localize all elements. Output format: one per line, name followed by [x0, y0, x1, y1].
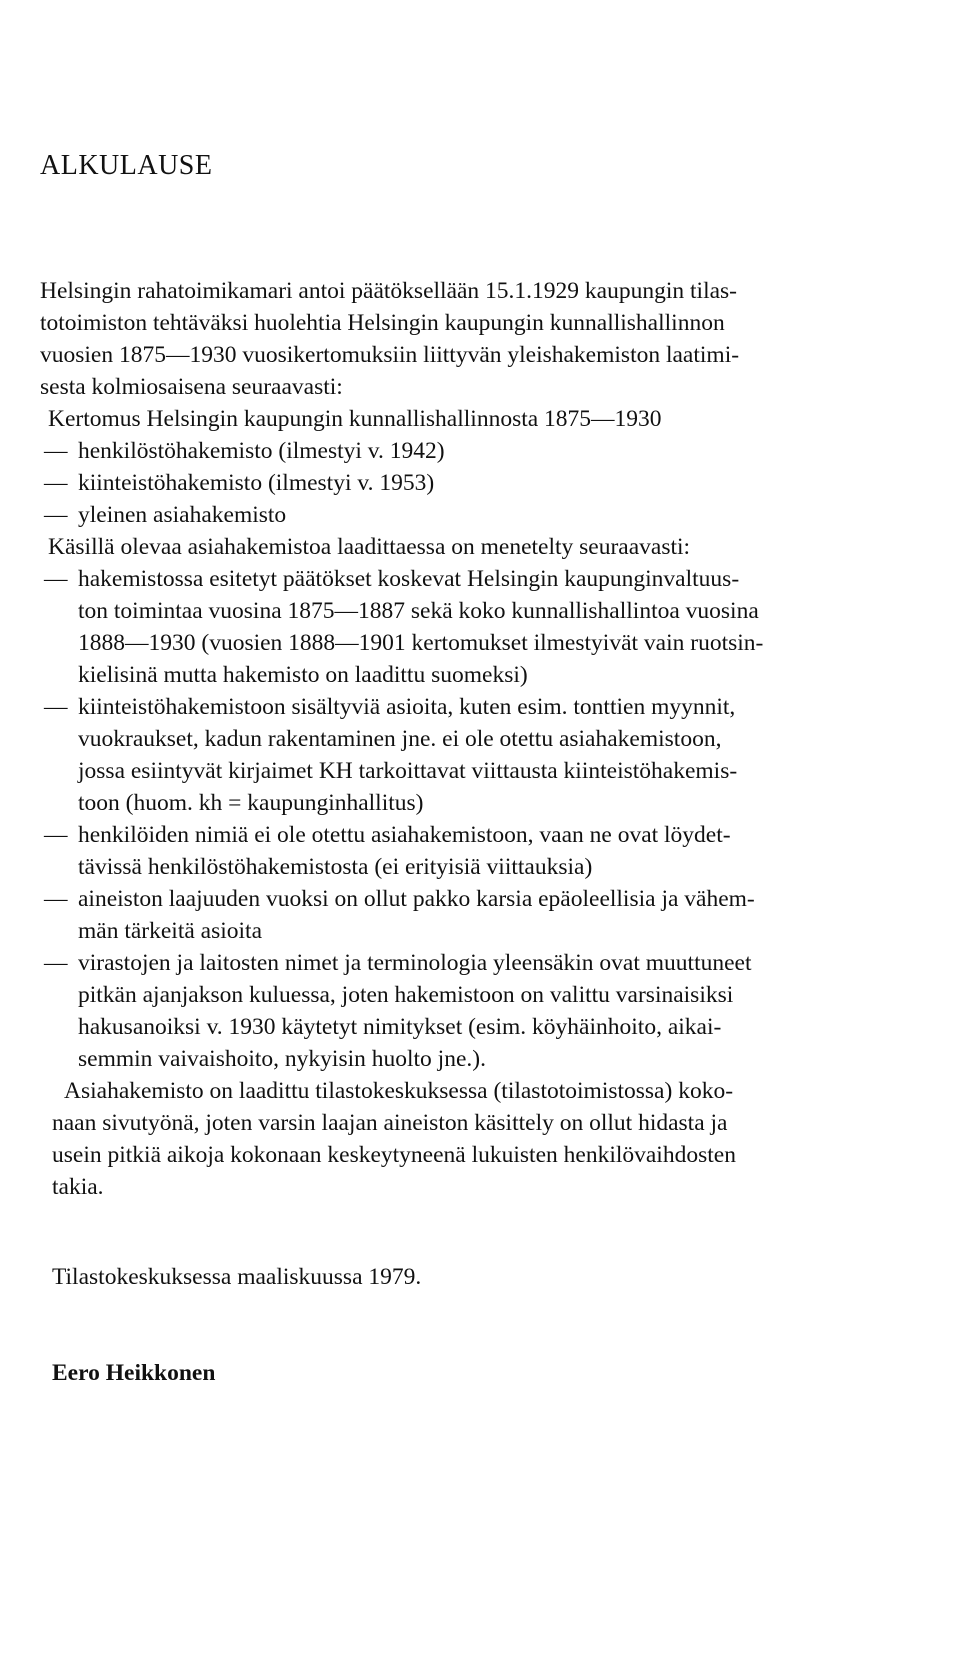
- list-dash: —: [44, 470, 68, 496]
- intro-line: vuosien 1875—1930 vuosikertomuksiin liittyvän yleishakemiston laatimi-: [40, 342, 740, 368]
- closing-line: takia.: [52, 1174, 104, 1200]
- signature: Eero Heikkonen: [52, 1360, 216, 1386]
- method-item-line: toon (huom. kh = kaupunginhallitus): [78, 790, 424, 816]
- list-dash: —: [44, 822, 68, 848]
- method-item-line: semmin vaivaishoito, nykyisin huolto jne.).: [78, 1046, 486, 1072]
- method-item-line: virastojen ja laitosten nimet ja terminologia yleensäkin ovat muuttuneet: [78, 950, 752, 976]
- closing-line: naan sivutyönä, joten varsin laajan aineiston käsittely on ollut hidasta ja: [52, 1110, 728, 1136]
- date-line: Tilastokeskuksessa maaliskuussa 1979.: [52, 1264, 422, 1290]
- parts-intro: Kertomus Helsingin kaupungin kunnallishallinnosta 1875—1930: [48, 406, 662, 432]
- parts-item: kiinteistöhakemisto (ilmestyi v. 1953): [78, 470, 435, 496]
- method-item-line: aineiston laajuuden vuoksi on ollut pakko karsia epäoleellisia ja vähem-: [78, 886, 755, 912]
- list-dash: —: [44, 886, 68, 912]
- method-item-line: hakemistossa esitetyt päätökset koskevat Helsingin kaupunginvaltuus-: [78, 566, 740, 592]
- list-dash: —: [44, 438, 68, 464]
- method-item-line: pitkän ajanjakson kuluessa, joten hakemistoon on valittu varsinaisiksi: [78, 982, 734, 1008]
- method-item-line: kiinteistöhakemistoon sisältyviä asioita, kuten esim. tonttien myynnit,: [78, 694, 736, 720]
- method-intro: Käsillä olevaa asiahakemistoa laadittaessa on menetelty seuraavasti:: [48, 534, 691, 560]
- list-dash: —: [44, 502, 68, 528]
- list-dash: —: [44, 566, 68, 592]
- method-item-line: kielisinä mutta hakemisto on laadittu suomeksi): [78, 662, 528, 688]
- method-item-line: män tärkeitä asioita: [78, 918, 263, 944]
- method-item-line: tävissä henkilöstöhakemistosta (ei erityisiä viittauksia): [78, 854, 593, 880]
- closing-line: usein pitkiä aikoja kokonaan keskeytyneenä lukuisten henkilövaihdosten: [52, 1142, 736, 1168]
- method-item-line: vuokraukset, kadun rakentaminen jne. ei ole otettu asiahakemistoon,: [78, 726, 722, 752]
- method-item-line: 1888—1930 (vuosien 1888—1901 kertomukset ilmestyivät vain ruotsin-: [78, 630, 764, 656]
- method-item-line: jossa esiintyvät kirjaimet KH tarkoittavat viittausta kiinteistöhakemis-: [78, 758, 738, 784]
- intro-line: totoimiston tehtäväksi huolehtia Helsingin kaupungin kunnallishallinnon: [40, 310, 725, 336]
- method-item-line: hakusanoiksi v. 1930 käytetyt nimitykset (esim. köyhäinhoito, aikai-: [78, 1014, 722, 1040]
- parts-item: henkilöstöhakemisto (ilmestyi v. 1942): [78, 438, 445, 464]
- parts-item: yleinen asiahakemisto: [78, 502, 287, 528]
- method-item-line: ton toimintaa vuosina 1875—1887 sekä koko kunnallishallintoa vuosina: [78, 598, 759, 624]
- intro-line: Helsingin rahatoimikamari antoi päätöksellään 15.1.1929 kaupungin tilas-: [40, 278, 738, 304]
- page-title: ALKULAUSE: [40, 150, 213, 181]
- list-dash: —: [44, 950, 68, 976]
- list-dash: —: [44, 694, 68, 720]
- intro-line: sesta kolmiosaisena seuraavasti:: [40, 374, 343, 400]
- closing-line: Asiahakemisto on laadittu tilastokeskuksessa (tilastotoimistossa) koko-: [64, 1078, 734, 1104]
- method-item-line: henkilöiden nimiä ei ole otettu asiahakemistoon, vaan ne ovat löydet-: [78, 822, 731, 848]
